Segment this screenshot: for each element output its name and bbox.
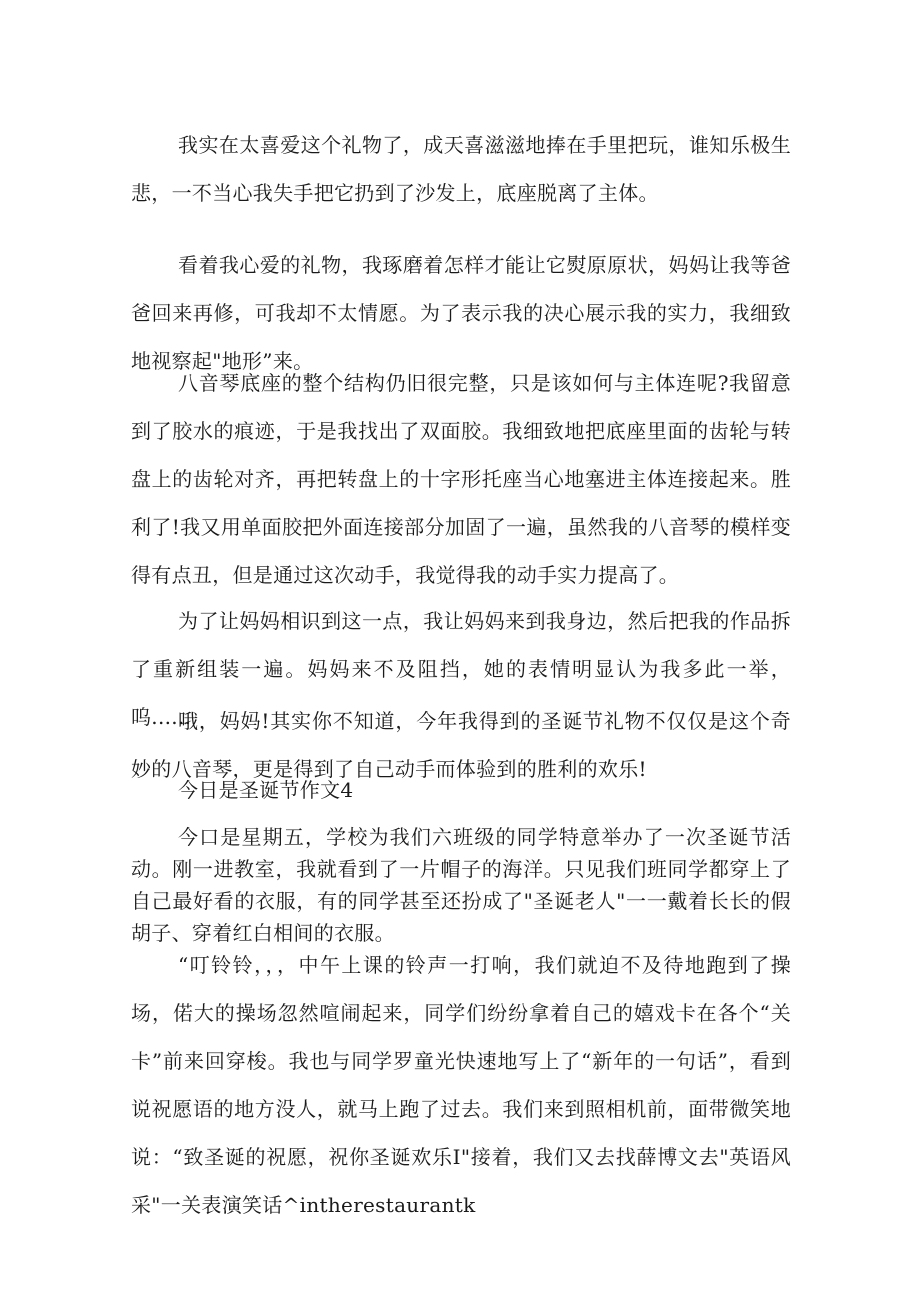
paragraph-gift-broken: 我实在太喜爱这个礼物了，成天喜滋滋地捧在手里把玩，谁知乐极生悲，一不当心我失手把它扔到了沙发上，底座脱离了主体。	[131, 133, 791, 205]
paragraph-repair-process: 八音琴底座的整个结构仍旧很完整，只是该如何与主体连呢?我留意到了胶水的痕迹，于是我找出了双面胶。我细致地把底座里面的齿轮与转盘上的齿轮对齐，再把转盘上的十字形托座当心地塞进主体连接起来。胜利了!我又用单面胶把外面连接部分加固了一遍，虽然我的八音琴的模样变得有点丑，但是通过这次动手，我觉得我的动手实力提高了。	[131, 371, 791, 587]
paragraph-show-mom: 为了让妈妈相识到这一点，我让妈妈来到我身边，然后把我的作品拆了重新组装一遍。妈妈来不及阻挡，她的表情明显认为我多此一举，呜......	[131, 609, 791, 729]
paragraph-playground: “叮铃铃，，，中午上课的铃声一打响，我们就迫不及待地跑到了操场，偌大的操场忽然喧闹起来，同学们纷纷拿着自己的嬉戏卡在各个“关卡”前来回穿梭。我也与同学罗童光快速地写上了“新年的一句话”，看到说祝愿语的地方没人，就马上跑了过去。我们来到照相机前，面带微笑地说：“致圣诞的祝愿，祝你圣诞欢乐I"接着，我们又去找薛博文去"英语风采"一关表演笑话^intherestaurantk	[131, 953, 791, 1217]
essay-heading: 今日是圣诞节作文4	[178, 778, 354, 802]
paragraph-repair-decision: 看着我心爱的礼物，我琢磨着怎样才能让它熨原原状，妈妈让我等爸爸回来再修，可我却不太情愿。为了表示我的决心展示我的实力，我细致地视察起"地形”来。	[131, 253, 791, 373]
paragraph-joy: 哦，妈妈!其实你不知道，今年我得到的圣诞节礼物不仅仅是这个奇妙的八音琴，更是得到了自己动手而体验到的胜利的欢乐!	[131, 709, 791, 781]
paragraph-christmas-event: 今口是星期五，学校为我们六班级的同学特意举办了一次圣诞节活动。刚一进教室，我就看到了一片帽子的海洋。只见我们班同学都穿上了自己最好看的衣服，有的同学甚至还扮成了"圣诞老人"一一戴着长长的假胡子、穿着红白相间的衣服。	[131, 825, 791, 945]
